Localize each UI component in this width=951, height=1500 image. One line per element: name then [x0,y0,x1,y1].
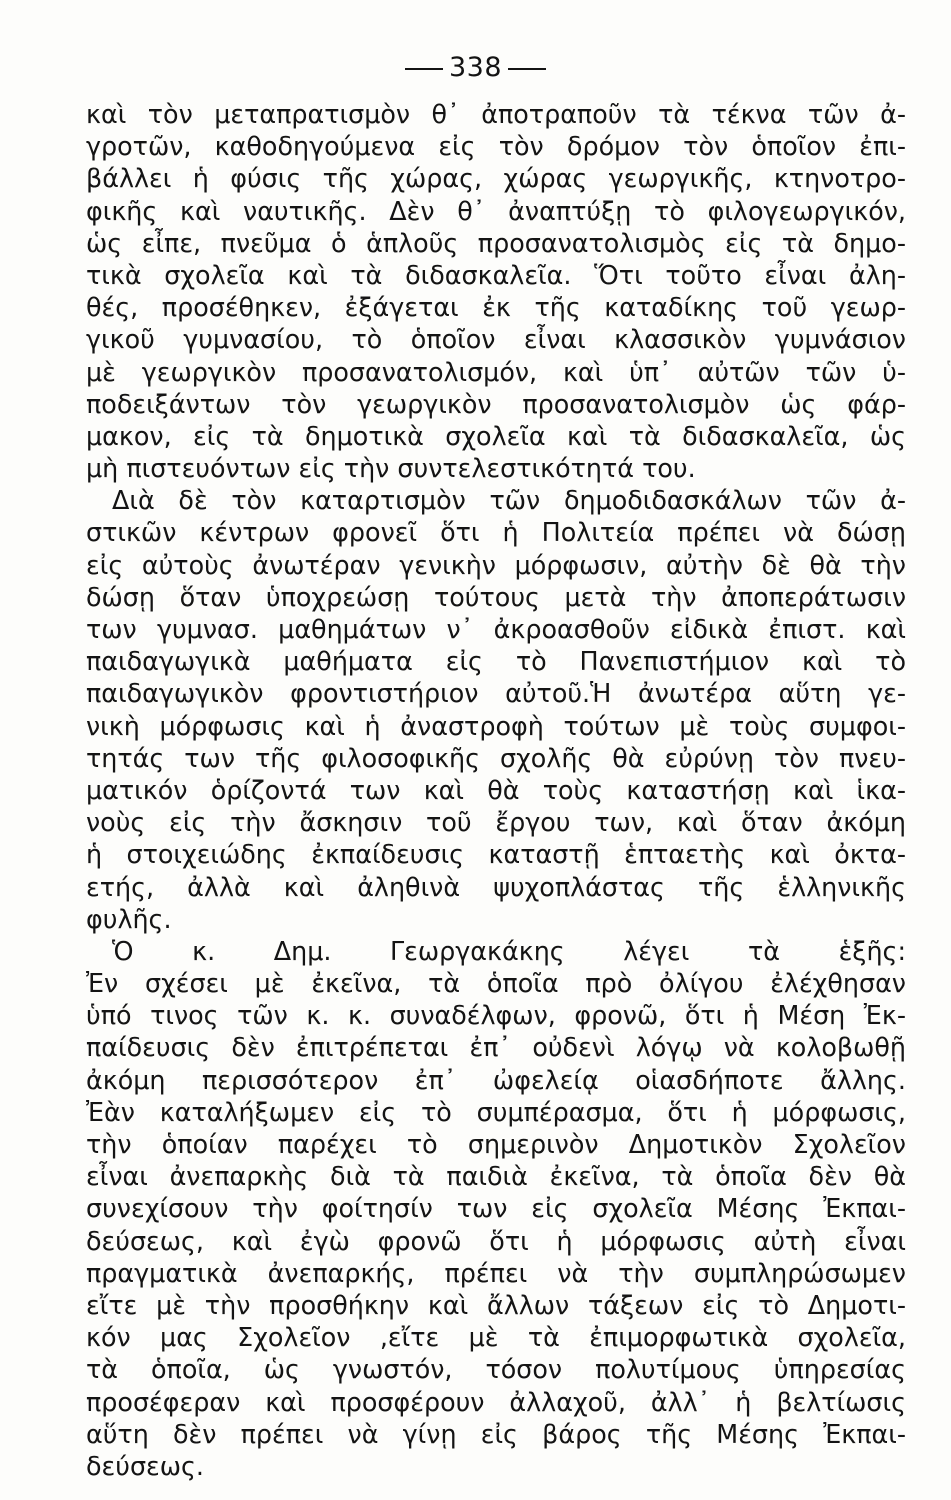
text-line: ετής, ἀλλὰ καὶ ἀληθινὰ ψυχοπλάστας τῆς ἑλληνικῆς [86,871,906,902]
text-line: παίδευσις δὲν ἐπιτρέπεται ἐπ᾿ οὐδενὶ λόγῳ νὰ κολοβωθῇ [86,1032,906,1063]
text-line: εἰς αὐτοὺς ἀνωτέραν γενικὴν μόρφωσιν, αὐτὴν δὲ θὰ τὴν [86,549,906,580]
text-line: δεύσεως, καὶ ἐγὼ φρονῶ ὅτι ἡ μόρφωσις αὐτὴ εἶναι [86,1225,906,1256]
text-line: εἴτε μὲ τὴν προσθήκην καὶ ἄλλων τάξεων εἰς τὸ Δημοτι- [86,1289,906,1320]
text-line: Ἐὰν καταλήξωμεν εἰς τὸ συμπέρασμα, ὅτι ἡ μόρφωσις, [86,1096,906,1127]
text-line: τητάς των τῆς φιλοσοφικῆς σχολῆς θὰ εὐρύνῃ τὸν πνευ- [86,742,906,773]
text-line: ἡ στοιχειώδης ἐκπαίδευσις καταστῇ ἑπταετὴς καὶ ὀκτα- [86,839,906,870]
body-text [86,98,906,1482]
text-line: τὰ ὁποῖα, ὡς γνωστόν, τόσον πολυτίμους ὑπηρεσίας [86,1354,906,1385]
text-line: μὲ γεωργικὸν προσανατολισμόν, καὶ ὑπ᾿ αὐτῶν τῶν ὑ- [86,356,906,387]
text-line: ὑπό τινος τῶν κ. κ. συναδέλφων, φρονῶ, ὅτι ἡ Μέση Ἐκ- [86,1000,906,1031]
text-line: νικὴ μόρφωσις καὶ ἡ ἀναστροφὴ τούτων μὲ τοὺς συμφοι- [86,710,906,741]
text-line: θές, προσέθηκεν, ἐξάγεται ἐκ τῆς καταδίκης τοῦ γεωρ- [86,292,906,323]
text-line: δεύσεως. [86,1450,205,1481]
text-line: φικῆς καὶ ναυτικῆς. Δὲν θ᾿ ἀναπτύξῃ τὸ φιλογεωργικόν, [86,195,906,226]
page-number-text: 338 [448,52,503,83]
text-line: γροτῶν, καθοδηγούμενα εἰς τὸν δρόμον τὸν ὁποῖον ἐπι- [86,131,906,162]
text-line: στικῶν κέντρων φρονεῖ ὅτι ἡ Πολιτεία πρέπει νὰ δώσῃ [86,517,906,548]
text-line: τικὰ σχολεῖα καὶ τὰ διδασκαλεῖα. Ὅτι τοῦτο εἶναι ἀλη- [86,259,906,290]
text-line: βάλλει ἡ φύσις τῆς χώρας, χώρας γεωργικῆς, κτηνοτρο- [86,163,906,194]
text-line: αὕτη δὲν πρέπει νὰ γίνῃ εἰς βάρος τῆς Μέσης Ἐκπαι- [86,1418,906,1449]
page-number-dash-right [508,68,546,70]
text-line: τὴν ὁποίαν παρέχει τὸ σημερινὸν Δημοτικὸν Σχολεῖον [86,1129,906,1159]
text-line: νοὺς εἰς τὴν ἄσκησιν τοῦ ἔργου των, καὶ ὅταν ἀκόμη [86,807,906,838]
text-line: ποδειξάντων τὸν γεωργικὸν προσανατολισμὸν ὡς φάρ- [86,388,906,419]
text-line: Διὰ δὲ τὸν καταρτισμὸν τῶν δημοδιδασκάλων τῶν ἀ- [112,485,906,516]
text-line: προσέφεραν καὶ προσφέρουν ἀλλαχοῦ, ἀλλ᾿ ἡ βελτίωσις [86,1386,906,1417]
text-line: Ὁ κ. Δημ. Γεωργακάκης λέγει τὰ ἑξῆς: [112,935,906,966]
text-line: Ἐν σχέσει μὲ ἐκεῖνα, τὰ ὁποῖα πρὸ ὀλίγου ἐλέχθησαν [86,968,906,999]
text-line: πραγματικὰ ἀνεπαρκής, πρέπει νὰ τὴν συμπληρώσωμεν [86,1257,906,1288]
page-number-dash-left [405,68,443,70]
text-line: μὴ πιστευόντων εἰς τὴν συντελεστικότητά του. [86,453,696,484]
text-line: ἀκόμη περισσότερον ἐπ᾿ ὠφελείᾳ οἱασδήποτε ἄλλης. [86,1064,906,1095]
text-line: των γυμνασ. μαθημάτων ν᾿ ἀκροασθοῦν εἰδικὰ ἐπιστ. καὶ [86,614,906,644]
text-line: γικοῦ γυμνασίου, τὸ ὁποῖον εἶναι κλασσικὸν γυμνάσιον [86,324,906,355]
text-line: φυλῆς. [86,903,172,934]
text-line: μακον, εἰς τὰ δημοτικὰ σχολεῖα καὶ τὰ διδασκαλεῖα, ὡς [86,420,906,451]
text-line: παιδαγωγικὸν φροντιστήριον αὐτοῦ.Ἡ ἀνωτέρα αὕτη γε- [86,678,906,709]
text-line: συνεχίσουν τὴν φοίτησίν των εἰς σχολεῖα Μέσης Ἐκπαι- [86,1193,906,1224]
text-line: εἶναι ἀνεπαρκὴς διὰ τὰ παιδιὰ ἐκεῖνα, τὰ ὁποῖα δὲν θὰ [86,1161,906,1192]
text-line: δώσῃ ὅταν ὑποχρεώσῃ τούτους μετὰ τὴν ἀποπεράτωσιν [86,581,906,612]
text-line: κόν μας Σχολεῖον ,εἴτε μὲ τὰ ἐπιμορφωτικὰ σχολεῖα, [86,1322,906,1353]
text-line: παιδαγωγικὰ μαθήματα εἰς τὸ Πανεπιστήμιον καὶ τὸ [86,646,906,677]
text-line: καὶ τὸν μεταπρατισμὸν θ᾿ ἀποτραποῦν τὰ τέκνα τῶν ἀ- [86,99,906,129]
text-line: ματικόν ὁρίζοντά των καὶ θὰ τοὺς καταστήσῃ καὶ ἱκα- [86,774,906,805]
text-line: ὡς εἶπε, πνεῦμα ὁ ἁπλοῦς προσανατολισμὸς εἰς τὰ δημο- [86,227,906,258]
page-number [0,52,951,83]
